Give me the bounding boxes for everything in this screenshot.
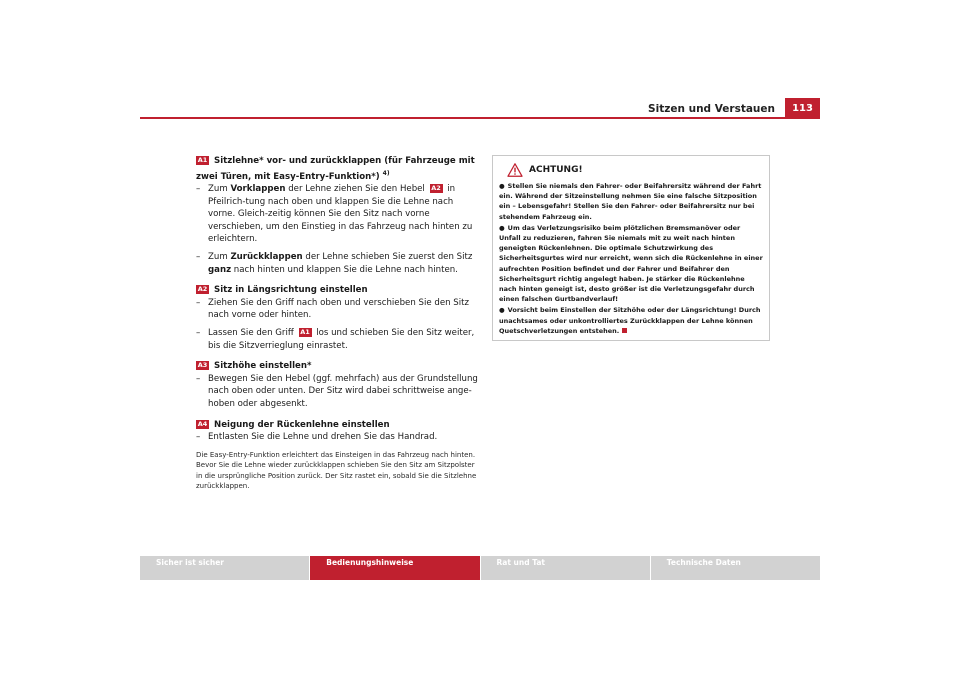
position-marker-a2: A2 xyxy=(431,184,441,193)
step-move-lever xyxy=(196,373,478,411)
step-text: Zum xyxy=(208,252,231,263)
footnote-ref: 4) xyxy=(382,169,390,177)
warning-text: Stellen Sie niemals den Fahrer- oder Beifahrersitz während der Fahrt ein. Während der Sitzeinstellung nehmen Sie eine falsche Sitzposition ein – Lebensgefahr! Stellen Sie den Fahrer- oder Beifahrersitz nur bei stehendem Fahrzeug ein. xyxy=(499,182,762,221)
warning-box xyxy=(492,155,770,341)
nav-tab-technische-daten[interactable]: Technische Daten xyxy=(651,556,820,580)
step-fold-forward xyxy=(196,183,478,246)
warning-triangle-icon xyxy=(507,163,523,177)
position-marker-a4: A4 xyxy=(197,419,208,428)
dash: – xyxy=(196,432,201,443)
position-marker-a1: A1 xyxy=(197,156,208,164)
warning-header xyxy=(499,160,763,180)
heading-text: Sitzlehne* vor- und zurückklappen (für Fahrzeuge mit zwei Türen, mit Easy-Entry-Funktion*) xyxy=(196,156,475,182)
dash: – xyxy=(196,252,201,263)
header-title: Sitzen und Verstauen xyxy=(648,103,775,115)
warning-bullet xyxy=(499,223,763,305)
nav-tab-rat-und-tat[interactable]: Rat und Tat xyxy=(481,556,650,580)
nav-tab-sicher-ist-sicher[interactable]: Sicher ist sicher xyxy=(140,556,309,580)
step-text: nach hinten und klappen Sie die Lehne nach hinten. xyxy=(231,264,458,275)
step-text: los und schieben Sie den Sitz weiter, bis die Sitzverrieglung einrastet. xyxy=(208,327,475,351)
position-marker-a1: A1 xyxy=(300,327,310,336)
keyword-zurueckklappen: Zurückklappen xyxy=(230,252,303,263)
dash: – xyxy=(196,184,201,195)
dash: – xyxy=(196,297,201,308)
dash: – xyxy=(196,327,201,338)
position-marker-a2: A2 xyxy=(197,285,208,294)
section-heading-backrest-tilt xyxy=(196,419,478,432)
section-heading-backrest-fold xyxy=(196,155,478,183)
step-text: in Pfeilrich-tung nach oben und klappen Sie die Lehne nach vorne. Gleich-zeitig können Sie den Sitz nach vorne verschieben, um den Einstieg in das Fahrzeug nach hinten zu erleichtern. xyxy=(208,184,473,245)
position-marker-a3: A3 xyxy=(197,361,208,370)
bullet-dot: ● xyxy=(499,306,505,315)
footnote: Die Easy-Entry-Funktion erleichtert das Einsteigen in das Fahrzeug nach hinten. Bevor Sie die Lehne wieder zurückklappen schieben Sie den Sitz am Sitzpolster in die ursprüngliche Position zurück. Der Sitz rastet ein, sobald Sie die Sitzlehne zurückklappen. xyxy=(196,450,477,491)
header-divider xyxy=(140,117,820,119)
heading-text: Neigung der Rückenlehne einstellen xyxy=(214,419,390,430)
keyword-ganz: ganz xyxy=(208,264,232,275)
warning-bullet xyxy=(499,181,763,222)
warning-text: Vorsicht beim Einstellen der Sitzhöhe oder der Längsrichtung! Durch unachtsames oder unkontrolliertes Zurückklappen der Lehne können Quetschverletzungen entstehen. xyxy=(499,306,761,335)
step-text: Bewegen Sie den Hebel (ggf. mehrfach) aus der Grundstellung nach oben oder unten. Der Sitz wird dabei schrittweise ange-hoben oder abgesenkt. xyxy=(208,373,478,409)
section-heading-longitudinal xyxy=(196,284,478,297)
end-of-section-marker xyxy=(622,328,627,333)
step-turn-handwheel xyxy=(196,431,478,444)
heading-text: Sitzhöhe einstellen* xyxy=(214,361,312,372)
step-text: Ziehen Sie den Griff nach oben und verschieben Sie den Sitz nach vorne oder hinten. xyxy=(208,297,470,321)
step-text: der Lehne schieben Sie zuerst den Sitz xyxy=(302,252,473,263)
bullet-dot: ● xyxy=(499,182,505,190)
nav-tab-bedienungshinweise[interactable]: Bedienungshinweise xyxy=(310,556,479,580)
instructions-column xyxy=(196,155,478,499)
step-pull-handle xyxy=(196,297,478,322)
step-fold-back xyxy=(196,251,478,276)
warning-title: ACHTUNG! xyxy=(529,164,583,175)
step-release-handle xyxy=(196,327,478,352)
step-text: Lassen Sie den Griff xyxy=(208,327,297,338)
section-heading-seat-height xyxy=(196,360,478,373)
chapter-nav xyxy=(140,556,820,580)
bullet-dot: ● xyxy=(499,223,505,232)
step-text: der Lehne ziehen Sie den Hebel xyxy=(285,184,428,195)
dash: – xyxy=(196,373,201,384)
page-number: 113 xyxy=(785,98,820,118)
step-text: Zum xyxy=(208,184,231,195)
keyword-vorklappen: Vorklappen xyxy=(230,184,286,195)
warning-bullet xyxy=(499,305,763,336)
heading-text: Sitz in Längsrichtung einstellen xyxy=(214,285,368,296)
warning-text: Um das Verletzungsrisiko beim plötzlichen Bremsmanöver oder Unfall zu reduzieren, fahren Sie niemals mit zu weit nach hinten geneigten Rückenlehnen. Die optimale Schutzwirkung des Sicherheitsgurtes wird nur erreicht, wenn sich die Rückenlehne in einer aufrechten Position befindet und der Fahrer und Beifahrer den Sicherheitsgurt richtig angelegt haben. Je stärker die Rückenlehne nach hinten geneigt ist, desto größer ist die Verletzungsgefahr durch einen falschen Gurtbandverlauf! xyxy=(499,223,763,304)
step-text: Entlasten Sie die Lehne und drehen Sie das Handrad. xyxy=(208,432,438,443)
